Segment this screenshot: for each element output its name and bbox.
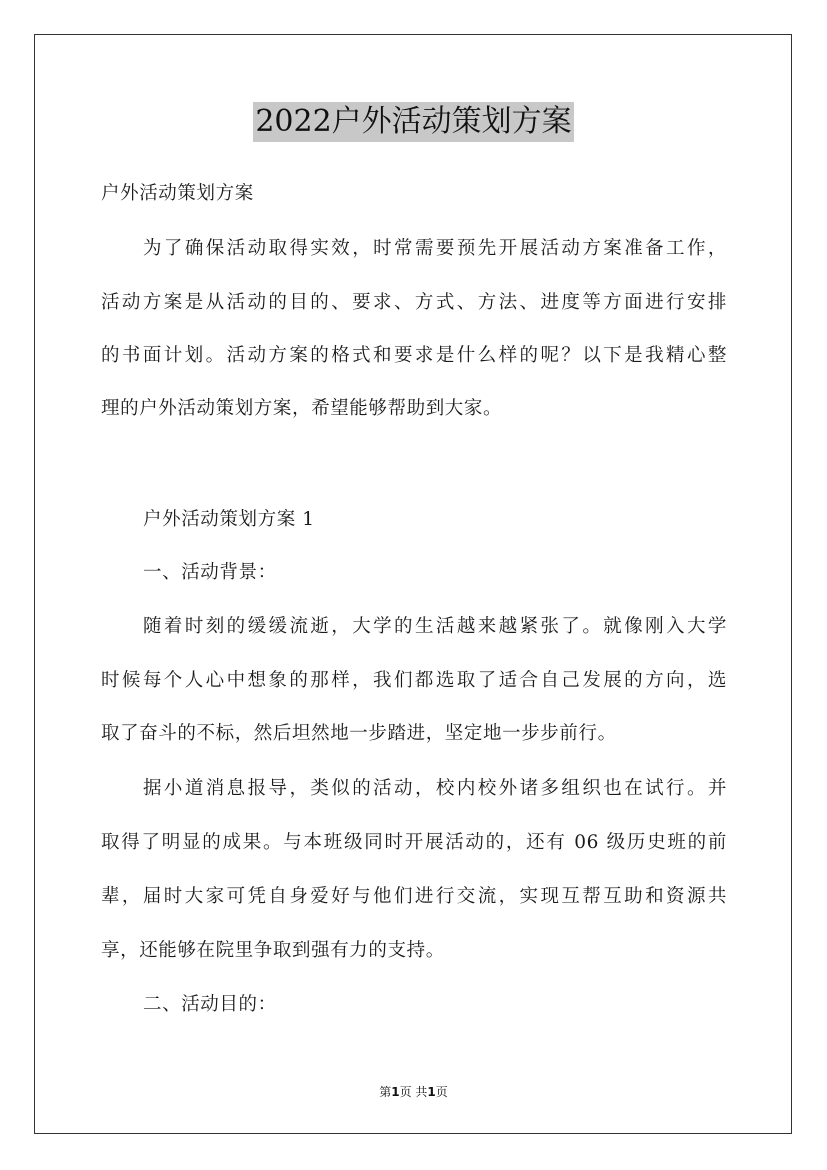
footer-prefix: 第 bbox=[379, 1085, 392, 1099]
footer-suffix: 页 bbox=[435, 1085, 448, 1099]
section-1-heading: 户外活动策划方案 1 bbox=[143, 509, 315, 530]
para1-line-1: 随着时刻的缓缓流逝，大学的生活越来越紧张了。就像刚入大学 bbox=[143, 616, 727, 637]
part-2-heading: 二、活动目的： bbox=[143, 994, 277, 1015]
para2-line-1: 据小道消息报导，类似的活动，校内校外诸多组织也在试行。并 bbox=[143, 778, 727, 799]
intro-line-4: 理的户外活动策划方案，希望能够帮助到大家。 bbox=[101, 398, 503, 419]
title-container bbox=[0, 102, 827, 142]
footer-page-total: 1 bbox=[427, 1085, 436, 1099]
para2-line-2: 取得了明显的成果。与本班级同时开展活动的，还有 06 级历史班的前 bbox=[101, 832, 727, 853]
intro-line-3: 的书面计划。活动方案的格式和要求是什么样的呢？以下是我精心整 bbox=[101, 345, 727, 366]
para2-line-4: 享，还能够在院里争取到强有力的支持。 bbox=[101, 940, 445, 961]
page-footer bbox=[0, 1084, 827, 1100]
part-1-heading: 一、活动背景： bbox=[143, 562, 277, 583]
footer-page-number: 1 bbox=[391, 1085, 400, 1099]
intro-line-1: 为了确保活动取得实效，时常需要预先开展活动方案准备工作， bbox=[143, 238, 727, 259]
para1-line-3: 取了奋斗的不标，然后坦然地一步踏进，坚定地一步步前行。 bbox=[101, 723, 617, 744]
footer-mid: 页 共 bbox=[399, 1085, 428, 1099]
para1-line-2: 时候每个人心中想象的那样，我们都选取了适合自己发展的方向，选 bbox=[101, 670, 727, 691]
para2-line-3: 辈，届时大家可凭自身爱好与他们进行交流，实现互帮互助和资源共 bbox=[101, 886, 727, 907]
document-title: 2022户外活动策划方案 bbox=[253, 102, 573, 142]
document-subtitle: 户外活动策划方案 bbox=[101, 183, 254, 204]
intro-line-2: 活动方案是从活动的目的、要求、方式、方法、进度等方面进行安排 bbox=[101, 292, 727, 313]
